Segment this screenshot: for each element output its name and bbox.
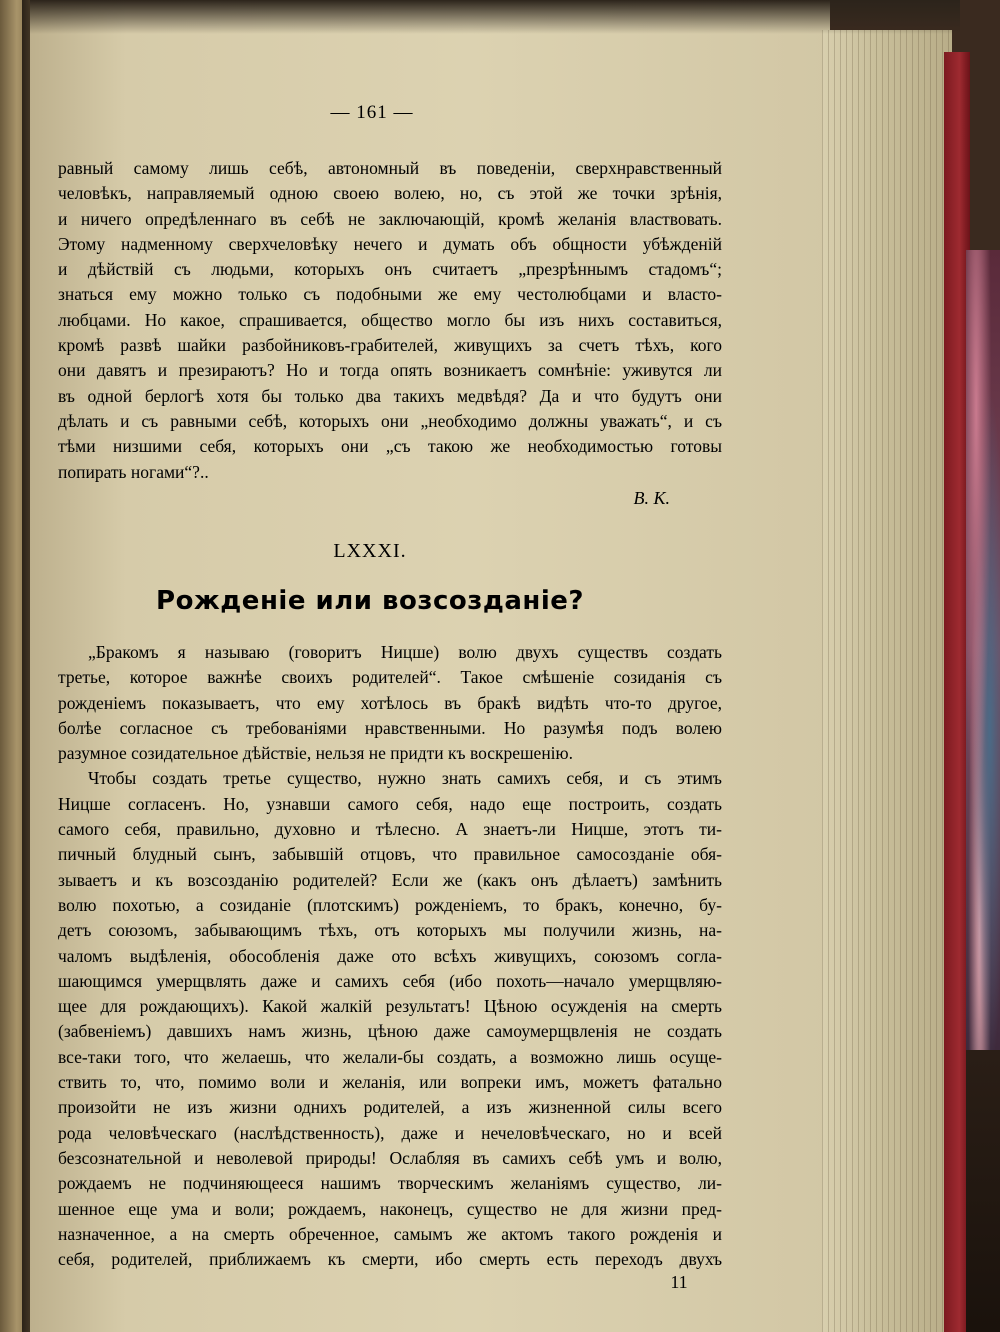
text-line: пичный блудный сынъ, забывшій отцовъ, что правильное самосозданіе обя- [58, 844, 722, 865]
text-line: рождаемъ не подчиняющееся нашимъ творческимъ желаніямъ существо, ли- [58, 1173, 722, 1194]
section-body [58, 640, 722, 1272]
text-line: дѣлать и съ равными себѣ, которыхъ они „необходимо должны уважать“, и съ [58, 410, 722, 431]
text-line: они давятъ и презираютъ? Но и тогда опять возникаетъ сомнѣніе: уживутся ли [58, 360, 722, 381]
text-line: равный самому лишь себѣ, автономный въ поведеніи, сверхнравственный [58, 158, 722, 178]
text-line: все-таки того, что желаешь, что желали-бы создать, а возможно лишь осуще- [58, 1046, 722, 1067]
text-line: самого себя, правильно, духовно и тѣлесно. А знаетъ-ли Ницше, этотъ ти- [58, 819, 722, 840]
text-line: шенное еще ума и воли; рождаемъ, наконецъ, существо не для жизни пред- [58, 1198, 722, 1219]
text-line: щее для рождающихъ). Какой жалкій результатъ! Цѣною осужденія на смерть [58, 996, 722, 1017]
text-line: чаломъ выдѣленія, обособленія даже ото всѣхъ живущихъ, союзомъ согла- [58, 945, 722, 966]
page-edges [822, 30, 952, 1332]
section-number: LXXXI. [333, 540, 407, 562]
top-shadow [30, 0, 960, 34]
text-line: себя, родителей, приближаемъ къ смерти, ибо смерть есть переходъ двухъ [58, 1249, 722, 1270]
text-line: знаться ему можно только съ подобными же ему честолюбцами и власто- [58, 284, 722, 305]
marbled-cover [966, 250, 1000, 1050]
text-line: третье, которое важнѣе своихъ родителей“. Такое смѣшеніе созиданія съ [58, 667, 722, 688]
text-line: кромѣ развѣ шайки разбойниковъ-грабителей, живущихъ за счетъ тѣхъ, кого [58, 335, 722, 356]
text-line: болѣе согласное съ требованіями нравственными. Но разумѣя подъ волею [58, 717, 722, 738]
opening-paragraph [58, 156, 722, 485]
text-line: (забвеніемъ) давшихъ намъ жизнь, цѣною даже самоумерщвленія не создать [58, 1021, 722, 1042]
text-line: произойти не изъ жизни однихъ родителей, а изъ жизненной силы всего [58, 1097, 722, 1118]
text-line: разумное созидательное дѣйствіе, нельзя не придти къ воскрешенію. [58, 743, 573, 764]
text-line: безсознательной и неволевой природы! Ослабляя въ самихъ себѣ умъ и волю, [58, 1147, 722, 1168]
text-line: зываетъ и къ возсозданію родителей? Если же (какъ онъ дѣлаетъ) замѣнить [58, 869, 722, 890]
text-line: рожденіемъ показываетъ, что ему хотѣлось въ бракѣ видѣть что-то другое, [58, 692, 722, 713]
text-line: „Бракомъ я называю (говоритъ Ницше) волю двухъ существъ создать [88, 642, 722, 662]
text-line: Этому надменному сверхчеловѣку нечего и думать объ общности убѣжденій [58, 233, 722, 254]
cover-shadow [966, 1050, 1000, 1332]
text-line: волю похотью, а созиданіе (плотскимъ) рожденіемъ, то бракъ, конечно, бу- [58, 894, 722, 915]
text-line: тѣми низшими себя, которыхъ они „съ такою же необходимостью готовы [58, 436, 722, 457]
text-line: и дѣйствій съ людьми, которыхъ онъ считаетъ „презрѣннымъ стадомъ“; [58, 259, 722, 280]
text-line: въ одной берлогѣ хотя бы только два такихъ медвѣдя? Да и что будутъ они [58, 385, 722, 406]
text-line: любцами. Но какое, спрашивается, общество могло бы изъ нихъ составиться, [58, 309, 722, 330]
text-line: рода человѣческаго (наслѣдственность), даже и нечеловѣческаго, но и всей [58, 1122, 722, 1143]
signature-mark: 11 [670, 1272, 688, 1292]
text-line: шающимся умерщвлять даже и самихъ себя (ибо похоть—начало умерщвляю- [58, 970, 722, 991]
text-line: попирать ногами“?.. [58, 461, 209, 482]
page-number: — 161 — [330, 102, 414, 123]
author-signature: В. К. [633, 488, 670, 508]
text-line: и ничего опредѣленнаго въ себѣ не заключающій, кромѣ желанія властвовать. [58, 208, 722, 229]
text-line: человѣкъ, направляемый одною своею волею, но, съ этой же точки зрѣнія, [58, 183, 722, 204]
section-title: Рожденіе или возсозданіе? [156, 586, 584, 616]
text-line: детъ союзомъ, забывающимъ тѣхъ, отъ которыхъ мы получили жизнь, на- [58, 920, 722, 941]
text-line: Ницше согласенъ. Но, узнавши самого себя, надо еще построить, создать [58, 793, 722, 814]
text-line: ствить то, что, помимо воли и желанія, или вопреки имъ, можетъ фатально [58, 1072, 722, 1093]
text-line: назначенное, а на смерть обреченное, самымъ же актомъ такого рожденія и [58, 1223, 722, 1244]
text-line: Чтобы создать третье существо, нужно знать самихъ себя, и съ этимъ [88, 768, 722, 789]
